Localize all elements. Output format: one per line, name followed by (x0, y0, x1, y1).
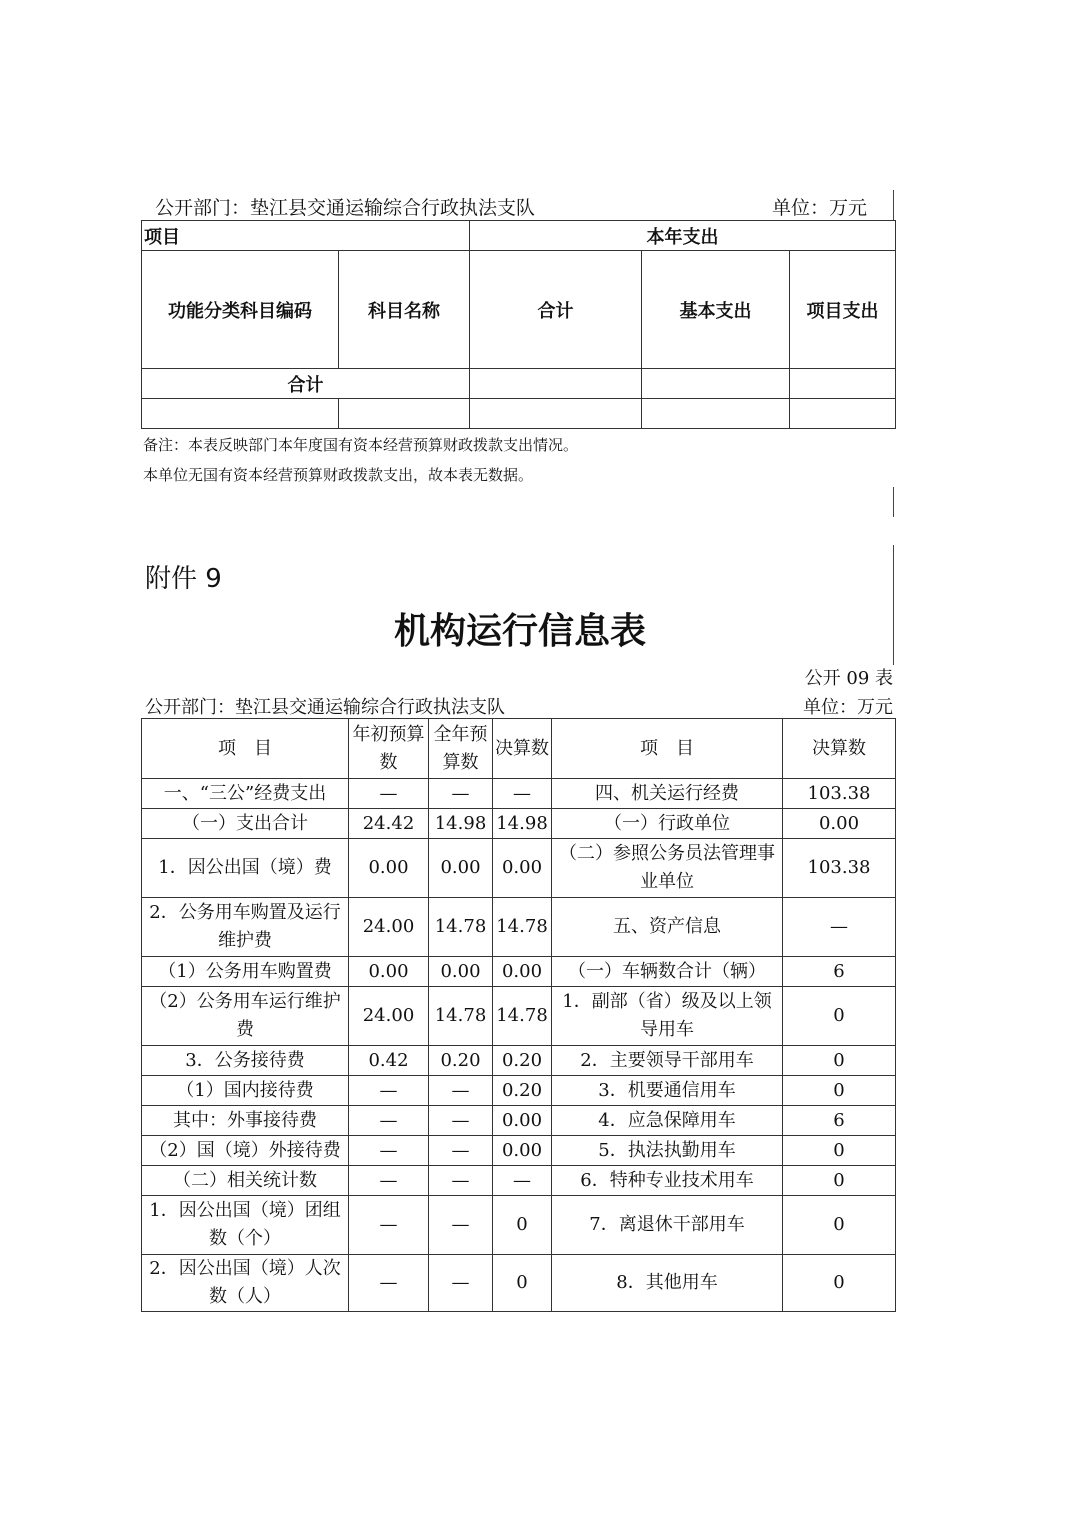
row-label-right: （一）行政单位 (552, 809, 783, 839)
header-item: 项目 (142, 221, 470, 251)
operation-info-table (141, 718, 896, 1312)
table-row (142, 1046, 896, 1076)
cell-value: — (349, 1255, 429, 1312)
empty-cell (790, 369, 896, 399)
row-label: 1．因公出国（境）团组数（个） (142, 1196, 349, 1255)
row-label: （2）国（境）外接待费 (142, 1136, 349, 1166)
cell-value: 14.78 (493, 987, 552, 1046)
row-label: （1）国内接待费 (142, 1076, 349, 1106)
row-label-right: 2．主要领导干部用车 (552, 1046, 783, 1076)
cell-value: — (349, 1136, 429, 1166)
header-current-year: 本年支出 (470, 221, 896, 251)
cell-value: 0.00 (349, 839, 429, 898)
cell-value: 0.00 (493, 1106, 552, 1136)
unit-label-2: 单位：万元 (803, 697, 893, 718)
header-final-account: 决算数 (493, 719, 552, 779)
row-label-right: 1．副部（省）级及以上领导用车 (552, 987, 783, 1046)
cell-value: 0 (783, 1136, 896, 1166)
capital-budget-table (141, 220, 896, 429)
cell-value: 0.00 (493, 1136, 552, 1166)
cell-value: 0.00 (493, 957, 552, 987)
cell-value: 103.38 (783, 839, 896, 898)
empty-cell (470, 399, 642, 429)
row-label-right: 8．其他用车 (552, 1255, 783, 1312)
cell-value: 103.38 (783, 779, 896, 809)
attachment-label: 附件 9 (145, 564, 222, 594)
table-row (142, 987, 896, 1046)
cell-value: 14.78 (429, 898, 493, 957)
cell-value: — (429, 1136, 493, 1166)
cell-value: 0.20 (429, 1046, 493, 1076)
department-label: 公开部门：垫江县交通运输综合行政执法支队 (155, 197, 536, 219)
cell-value: 14.78 (493, 898, 552, 957)
table-row (142, 809, 896, 839)
cell-value: 0 (783, 1196, 896, 1255)
row-label-right: （一）车辆数合计（辆） (552, 957, 783, 987)
cell-value: 0.00 (429, 839, 493, 898)
row-label: 2．公务用车购置及运行维护费 (142, 898, 349, 957)
note-line-2: 本单位无国有资本经营预算财政拨款支出，故本表无数据。 (143, 466, 534, 484)
header-item-right: 项 目 (552, 719, 783, 779)
cell-value: 6 (783, 1106, 896, 1136)
cell-value: — (349, 779, 429, 809)
header-item-left: 项 目 (142, 719, 349, 779)
total-label: 合计 (142, 369, 470, 399)
header-full-year-budget: 全年预算数 (429, 719, 493, 779)
cell-value: 24.00 (349, 987, 429, 1046)
department-label-2: 公开部门：垫江县交通运输综合行政执法支队 (145, 697, 505, 718)
cell-value: — (429, 1196, 493, 1255)
cell-value: 0 (783, 1076, 896, 1106)
cell-value: 24.00 (349, 898, 429, 957)
row-label: （2）公务用车运行维护费 (142, 987, 349, 1046)
table-header-row (142, 719, 896, 779)
row-label: 其中：外事接待费 (142, 1106, 349, 1136)
row-label: （一）支出合计 (142, 809, 349, 839)
cell-value: 0.42 (349, 1046, 429, 1076)
header-project: 项目支出 (790, 251, 896, 369)
row-label-right: 4．应急保障用车 (552, 1106, 783, 1136)
cell-value: 0.20 (493, 1076, 552, 1106)
cell-value: — (349, 1166, 429, 1196)
page-title: 机构运行信息表 (393, 610, 646, 652)
header-basic: 基本支出 (642, 251, 790, 369)
note-line-1: 备注：本表反映部门本年度国有资本经营预算财政拨款支出情况。 (143, 436, 579, 454)
row-label: （二）相关统计数 (142, 1166, 349, 1196)
empty-cell (642, 399, 790, 429)
empty-cell (470, 369, 642, 399)
cell-value: 14.98 (493, 809, 552, 839)
cell-value: 0.00 (783, 809, 896, 839)
row-label-right: 6．特种专业技术用车 (552, 1166, 783, 1196)
cell-value: 0 (783, 1046, 896, 1076)
row-label-right: 5．执法执勤用车 (552, 1136, 783, 1166)
row-label: 2．因公出国（境）人次数（人） (142, 1255, 349, 1312)
unit-label: 单位：万元 (772, 197, 868, 219)
row-label: 1．因公出国（境）费 (142, 839, 349, 898)
table-row (142, 1196, 896, 1255)
row-label-right: 五、资产信息 (552, 898, 783, 957)
empty-cell (642, 369, 790, 399)
cell-value: — (429, 1255, 493, 1312)
row-label-right: 7．离退休干部用车 (552, 1196, 783, 1255)
cell-value: 0 (493, 1196, 552, 1255)
cell-value: — (429, 779, 493, 809)
cell-value: 6 (783, 957, 896, 987)
header-code: 功能分类科目编码 (142, 251, 339, 369)
cell-value: 0.00 (349, 957, 429, 987)
cell-value: — (429, 1076, 493, 1106)
empty-cell (142, 399, 339, 429)
page-edge-line (893, 190, 894, 220)
table-row (142, 1106, 896, 1136)
cell-value: 24.42 (349, 809, 429, 839)
table-row (142, 1076, 896, 1106)
table-row (142, 957, 896, 987)
row-label: 3．公务接待费 (142, 1046, 349, 1076)
table-row (142, 839, 896, 898)
table-row (142, 1166, 896, 1196)
cell-value: — (349, 1196, 429, 1255)
cell-value: — (493, 1166, 552, 1196)
cell-value: — (429, 1166, 493, 1196)
row-label-right: （二）参照公务员法管理事业单位 (552, 839, 783, 898)
empty-cell (790, 399, 896, 429)
cell-value: 14.78 (429, 987, 493, 1046)
row-label-right: 四、机关运行经费 (552, 779, 783, 809)
row-label: （1）公务用车购置费 (142, 957, 349, 987)
table-row (142, 898, 896, 957)
row-label-right: 3．机要通信用车 (552, 1076, 783, 1106)
page-edge-line (893, 487, 894, 517)
header-total: 合计 (470, 251, 642, 369)
row-label: 一、“三公”经费支出 (142, 779, 349, 809)
cell-value: 0 (493, 1255, 552, 1312)
header-final-account-right: 决算数 (783, 719, 896, 779)
empty-cell (339, 399, 470, 429)
cell-value: 0.20 (493, 1046, 552, 1076)
table-row (142, 779, 896, 809)
cell-value: 0 (783, 1255, 896, 1312)
cell-value: 0 (783, 987, 896, 1046)
cell-value: — (349, 1076, 429, 1106)
cell-value: — (783, 898, 896, 957)
cell-value: — (493, 779, 552, 809)
cell-value: 0.00 (493, 839, 552, 898)
header-initial-budget: 年初预算数 (349, 719, 429, 779)
table-code: 公开 09 表 (804, 668, 893, 689)
cell-value: 14.98 (429, 809, 493, 839)
cell-value: 0.00 (429, 957, 493, 987)
table-row (142, 1255, 896, 1312)
header-name: 科目名称 (339, 251, 470, 369)
cell-value: — (349, 1106, 429, 1136)
cell-value: — (429, 1106, 493, 1136)
table-row (142, 1136, 896, 1166)
cell-value: 0 (783, 1166, 896, 1196)
